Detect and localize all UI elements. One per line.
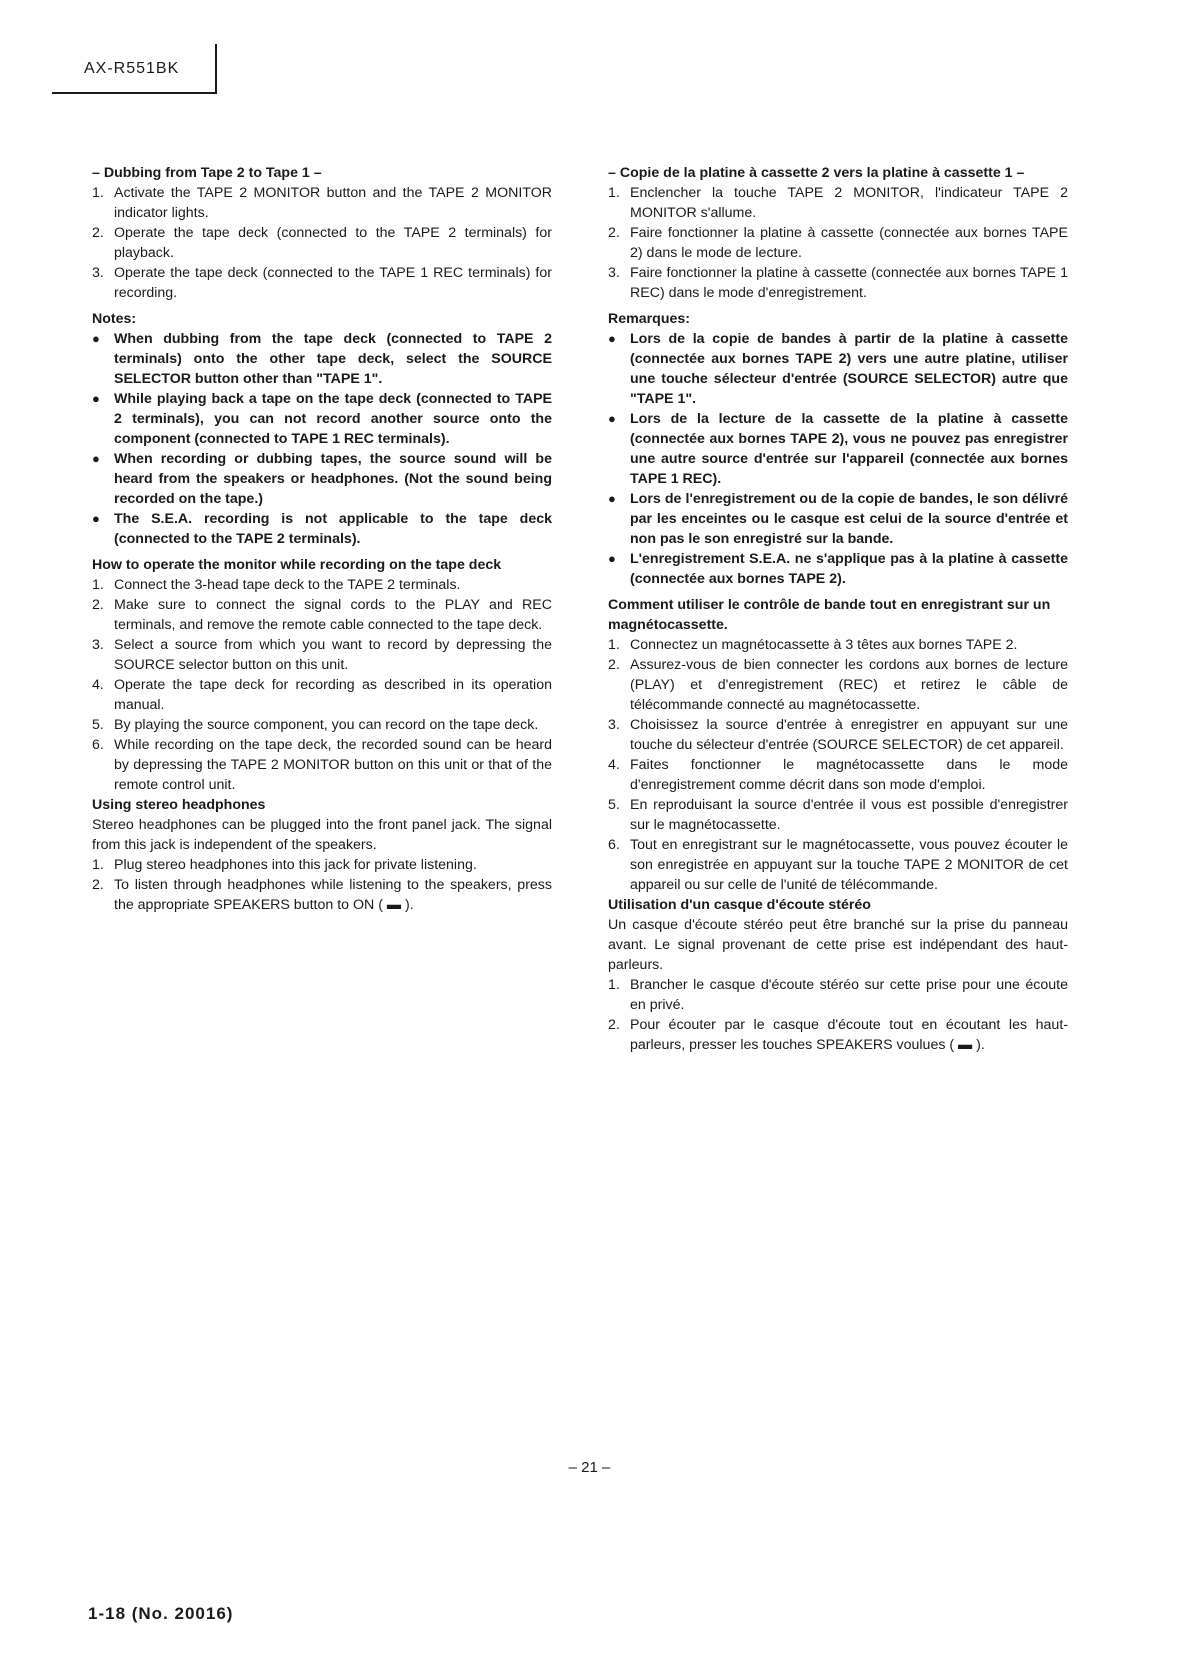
list-item: 1. Activate the TAPE 2 MONITOR button and the TAPE 2 MONITOR indicator lights. bbox=[92, 185, 552, 221]
headphones-paragraph: Stereo headphones can be plugged into the front panel jack. The signal from this jack is independent of the speakers. bbox=[92, 817, 552, 853]
notes-title: Remarques: bbox=[608, 311, 691, 327]
list-item: 5. En reproduisant la source d'entrée il vous est possible d'enregistrer sur le magnétocassette. bbox=[608, 797, 1068, 833]
page-number: – 21 – bbox=[568, 1459, 611, 1476]
note-item: ● When dubbing from the tape deck (connected to TAPE 2 terminals) onto the other tape deck, select the SOURCE SELECTOR button other than "TAPE 1". bbox=[92, 331, 552, 387]
bullet-icon: ● bbox=[92, 391, 100, 406]
list-item: 4. Operate the tape deck for recording as described in its operation manual. bbox=[92, 677, 552, 713]
headphones-steps bbox=[608, 975, 1068, 1055]
notes-list bbox=[92, 329, 552, 549]
headphones-title: Using stereo headphones bbox=[92, 797, 266, 813]
list-item: 2. Faire fonctionner la platine à cassette (connectée aux bornes TAPE 2) dans le mode de lecture. bbox=[608, 225, 1068, 261]
note-item: ● Lors de la copie de bandes à partir de la platine à cassette (connectée aux bornes TAPE 2) vers une autre platine, utiliser une touche sélecteur d'entrée (SOURCE SELECTOR) autre que "TAPE 1". bbox=[608, 331, 1068, 407]
header-divider-horizontal bbox=[52, 92, 216, 94]
header-divider-vertical bbox=[215, 44, 217, 94]
note-item: ● While playing back a tape on the tape deck (connected to TAPE 2 terminals), you can not record another source onto the component (connected to TAPE 1 REC terminals). bbox=[92, 391, 552, 447]
list-item: 1. Enclencher la touche TAPE 2 MONITOR, l'indicateur TAPE 2 MONITOR s'allume. bbox=[608, 185, 1068, 221]
list-item: 1. Connect the 3-head tape deck to the TAPE 2 terminals. bbox=[92, 577, 461, 593]
notes-list bbox=[608, 329, 1068, 589]
document-number: 1-18 (No. 20016) bbox=[88, 1604, 234, 1623]
dubbing-title: – Dubbing from Tape 2 to Tape 1 – bbox=[92, 165, 322, 181]
english-column bbox=[92, 163, 552, 915]
notes-title: Notes: bbox=[92, 311, 137, 327]
list-item: 1. Connectez un magnétocassette à 3 têtes aux bornes TAPE 2. bbox=[608, 637, 1018, 653]
list-item: 2. Assurez-vous de bien connecter les cordons aux bornes de lecture (PLAY) et d'enregistrement (REC) et retirez le câble de télécommande connecté au magnétocassette. bbox=[608, 657, 1068, 713]
list-item: 3. Faire fonctionner la platine à cassette (connectée aux bornes TAPE 1 REC) dans le mode d'enregistrement. bbox=[608, 265, 1068, 301]
dubbing-title: – Copie de la platine à cassette 2 vers la platine à cassette 1 – bbox=[608, 165, 1025, 181]
list-item: 1. Plug stereo headphones into this jack for private listening. bbox=[92, 857, 477, 873]
bullet-icon: ● bbox=[608, 491, 616, 506]
note-item: ● L'enregistrement S.E.A. ne s'applique pas à la platine à cassette (connectée aux bornes TAPE 2). bbox=[608, 551, 1068, 587]
list-item: 5. By playing the source component, you can record on the tape deck. bbox=[92, 717, 539, 733]
bullet-icon: ● bbox=[92, 331, 100, 346]
list-item: 3. Select a source from which you want to record by depressing the SOURCE selector button on this unit. bbox=[92, 637, 552, 673]
list-item: 3. Operate the tape deck (connected to the TAPE 1 REC terminals) for recording. bbox=[92, 265, 552, 301]
monitor-steps bbox=[92, 575, 552, 795]
monitor-title: How to operate the monitor while recording on the tape deck bbox=[92, 557, 502, 573]
list-item: 2. Pour écouter par le casque d'écoute tout en écoutant les haut-parleurs, presser les touches SPEAKERS voulues ( ▬ ). bbox=[608, 1017, 1068, 1053]
bullet-icon: ● bbox=[608, 331, 616, 346]
list-item: 1. Brancher le casque d'écoute stéréo sur cette prise pour une écoute en privé. bbox=[608, 977, 1068, 1013]
list-item: 2. To listen through headphones while listening to the speakers, press the appropriate SPEAKERS button to ON ( ▬ ). bbox=[92, 877, 552, 913]
note-item: ● When recording or dubbing tapes, the source sound will be heard from the speakers or headphones. (Not the sound being recorded on the tape.) bbox=[92, 451, 552, 507]
monitor-steps bbox=[608, 635, 1068, 895]
note-item: ● Lors de la lecture de la cassette de la platine à cassette (connectée aux bornes TAPE 2), vous ne pouvez pas enregistrer une autre source d'entrée sur l'appareil (connectée aux bornes TAPE 1 REC). bbox=[608, 411, 1068, 487]
list-item: 2. Make sure to connect the signal cords to the PLAY and REC terminals, and remove the remote cable connected to the tape deck. bbox=[92, 597, 552, 633]
note-item: ● Lors de l'enregistrement ou de la copie de bandes, le son délivré par les enceintes ou le casque est celui de la source d'entrée et non pas le son enregistré sur la bande. bbox=[608, 491, 1068, 547]
dubbing-steps bbox=[608, 183, 1068, 303]
monitor-title: Comment utiliser le contrôle de bande tout en enregistrant sur un magnétocassette. bbox=[608, 597, 1051, 633]
list-item: 2. Operate the tape deck (connected to the TAPE 2 terminals) for playback. bbox=[92, 225, 552, 261]
note-item: ● The S.E.A. recording is not applicable to the tape deck (connected to the TAPE 2 terminals). bbox=[92, 511, 552, 547]
headphones-title: Utilisation d'un casque d'écoute stéréo bbox=[608, 897, 871, 913]
list-item: 4. Faites fonctionner le magnétocassette dans le mode d'enregistrement comme décrit dans son mode d'emploi. bbox=[608, 757, 1068, 793]
list-item: 3. Choisissez la source d'entrée à enregistrer en appuyant sur une touche du sélecteur d'entrée (SOURCE SELECTOR) de cet appareil. bbox=[608, 717, 1068, 753]
bullet-icon: ● bbox=[92, 511, 100, 526]
bullet-icon: ● bbox=[608, 551, 616, 566]
bullet-icon: ● bbox=[608, 411, 616, 426]
french-column bbox=[608, 163, 1068, 1055]
model-label: AX-R551BK bbox=[84, 60, 180, 77]
headphones-paragraph: Un casque d'écoute stéréo peut être branché sur la prise du panneau avant. Le signal provenant de cette prise est indépendant des haut-parleurs. bbox=[608, 917, 1068, 973]
list-item: 6. Tout en enregistrant sur le magnétocassette, vous pouvez écouter le son enregistrée en appuyant sur la touche TAPE 2 MONITOR de cet appareil ou sur celle de l'unité de télécommande. bbox=[608, 837, 1068, 893]
dubbing-steps bbox=[92, 183, 552, 303]
list-item: 6. While recording on the tape deck, the recorded sound can be heard by depressing the TAPE 2 MONITOR button on this unit or that of the remote control unit. bbox=[92, 737, 552, 793]
headphones-steps bbox=[92, 855, 552, 915]
bullet-icon: ● bbox=[92, 451, 100, 466]
